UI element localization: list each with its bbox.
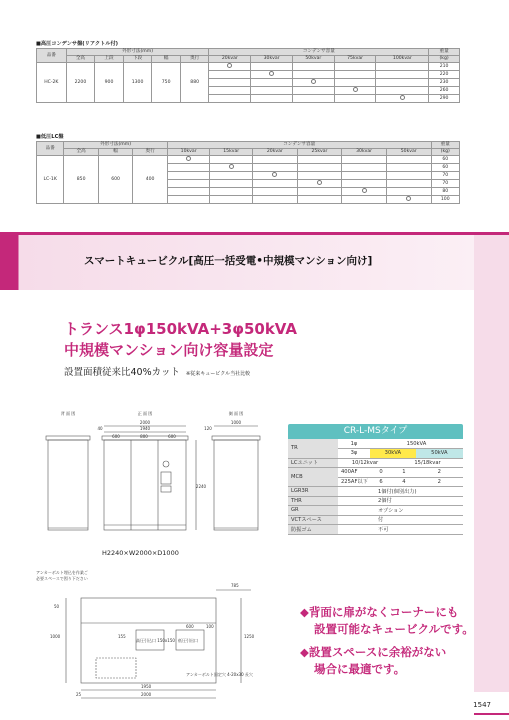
lv-weight: 60 xyxy=(431,156,459,164)
spec-panel xyxy=(288,424,463,535)
dim-600b: 600 xyxy=(168,434,176,439)
subline xyxy=(64,364,250,378)
lv-weight: 70 xyxy=(431,180,459,188)
selected-circle-icon xyxy=(227,63,232,68)
spec-value: 2個付 xyxy=(338,496,463,506)
view-label-side: 側 面 図 xyxy=(228,411,244,416)
selected-circle-icon xyxy=(186,156,191,161)
page-number-rule xyxy=(474,713,509,715)
hv-cap-col: 100kvar xyxy=(376,56,429,63)
spec-value: 150kVA xyxy=(370,439,463,449)
selected-circle-icon xyxy=(269,71,274,76)
spec-value-50kva: 50kVA xyxy=(416,449,463,459)
hv-dim-value: 900 xyxy=(95,63,124,103)
hv-dim-col: 全高 xyxy=(66,56,95,63)
lv-weight: 70 xyxy=(431,172,459,180)
spec-value: 6 xyxy=(370,477,392,487)
feature-bullets xyxy=(300,604,474,684)
spec-table xyxy=(288,439,463,535)
plan-dim-1950: 1950 xyxy=(141,684,152,689)
selected-circle-icon xyxy=(406,196,411,201)
plan-note-2: 必要スペースで図り下ださい xyxy=(36,576,88,581)
selected-circle-icon xyxy=(353,87,358,92)
hv-cap-col: 50kvar xyxy=(292,56,334,63)
hv-table-title: ■高圧コンデンサ盤(リアクトル付) xyxy=(36,41,119,47)
spec-sub: 400AF xyxy=(338,468,370,478)
spec-value: 不可 xyxy=(338,525,463,535)
hv-cap-header: コンデンサ容量 xyxy=(209,49,429,56)
hv-cap-col: 75kvar xyxy=(334,56,376,63)
dim-1000: 1000 xyxy=(230,420,242,425)
hv-dim-col: 下段 xyxy=(123,56,152,63)
subline-note: ※従来キュービクル当社比較 xyxy=(186,371,251,377)
hv-weight-unit: (kg) xyxy=(429,56,460,63)
plan-label-lv-outlet: 低圧引出口 xyxy=(178,638,198,643)
lv-dim-col: 全高 xyxy=(64,149,98,156)
spec-value: 10/12kvar xyxy=(338,458,392,468)
view-label-back: 背 面 図 xyxy=(60,411,76,416)
spec-label: LGR3R xyxy=(288,487,338,497)
hv-weight-header: 重量 xyxy=(429,49,460,56)
lv-dim-value: 850 xyxy=(64,156,98,204)
plan-dim-600: 600 xyxy=(186,624,194,629)
selected-circle-icon xyxy=(317,180,322,185)
lv-cap-col: 15kvar xyxy=(210,149,253,156)
spec-value: 2 xyxy=(416,468,463,478)
plan-dim-155: 155 xyxy=(118,634,126,639)
spec-label: GR xyxy=(288,506,338,516)
selected-circle-icon xyxy=(362,188,367,193)
dim-40: 40 xyxy=(97,426,103,431)
plan-dim-785: 785 xyxy=(231,583,239,588)
subline-main: 設置面積従来比40%カット xyxy=(64,367,181,378)
lv-spec-table xyxy=(36,141,460,204)
plan-dim-25: 25 xyxy=(76,692,82,697)
hv-dim-value: 880 xyxy=(180,63,209,103)
spec-value-30kva: 30kVA xyxy=(370,449,416,459)
dim-800: 800 xyxy=(140,434,148,439)
spec-label-tr: TR xyxy=(288,439,338,458)
spec-value: 付 xyxy=(338,515,463,525)
hv-weight: 290 xyxy=(429,95,460,103)
dim-600a: 600 xyxy=(112,434,120,439)
hv-weight: 210 xyxy=(429,63,460,71)
lv-cap-col: 30kvar xyxy=(342,149,387,156)
lv-weight-header: 重量 xyxy=(431,142,459,149)
hv-cap-col: 20kvar xyxy=(209,56,251,63)
hv-model-header: 品番 xyxy=(37,49,67,63)
bullet-1-line-2: 設置可能なキュービクルです。 xyxy=(314,622,474,636)
warning-plate xyxy=(161,486,171,492)
spec-value: 1個付(個別出力) xyxy=(338,487,463,497)
spec-label-lc: LCユニット xyxy=(288,458,338,468)
lv-dim-value: 400 xyxy=(133,156,167,204)
lv-model: LC-1K xyxy=(37,156,64,204)
hv-dim-col: 幅 xyxy=(152,56,181,63)
front-view-body xyxy=(104,440,186,530)
lv-weight: 60 xyxy=(431,164,459,172)
spec-value: 0 xyxy=(370,468,392,478)
hv-dim-value: 1300 xyxy=(123,63,152,103)
lv-weight: 100 xyxy=(431,196,459,204)
hv-dims-header: 外形寸法(mm) xyxy=(66,49,209,56)
band-top-rule xyxy=(0,232,474,235)
hv-weight: 220 xyxy=(429,71,460,79)
hv-dim-value: 750 xyxy=(152,63,181,103)
lv-cap-header: コンデンサ容量 xyxy=(167,142,431,149)
lv-table-title: ■低圧LC盤 xyxy=(36,134,64,140)
lv-cap-col: 50kvar xyxy=(386,149,431,156)
lv-cap-col: 25kvar xyxy=(297,149,342,156)
spec-sub: 1φ xyxy=(338,439,370,449)
elevation-drawing xyxy=(36,410,276,550)
meter-panel xyxy=(161,472,171,484)
hv-cap-col: 30kvar xyxy=(251,56,293,63)
spec-label: THR xyxy=(288,496,338,506)
plan-dim-50: 50 xyxy=(54,604,60,609)
plan-dim-2000: 2000 xyxy=(141,692,152,697)
dim-120: 120 xyxy=(204,426,212,431)
side-strip xyxy=(474,232,509,692)
plan-dim-100: 100 xyxy=(206,624,214,629)
headline-line-2: 中規模マンション向け容量設定 xyxy=(64,341,274,359)
hv-weight: 230 xyxy=(429,79,460,87)
dim-2240: 2240 xyxy=(195,484,207,489)
dim-1940: 1940 xyxy=(139,426,151,431)
spec-label: 防振ゴム xyxy=(288,525,338,535)
spec-title: CR-L-MSタイプ xyxy=(288,424,463,439)
bullet-2-line-2: 場合に最適です。 xyxy=(314,662,406,676)
side-view-body xyxy=(214,440,258,530)
selected-circle-icon xyxy=(400,95,405,100)
spec-value: オプション xyxy=(338,506,463,516)
lv-weight: 80 xyxy=(431,188,459,196)
back-view-body xyxy=(48,440,88,530)
lv-dim-value: 600 xyxy=(98,156,132,204)
spec-sub: 3φ xyxy=(338,449,370,459)
indicator-lamp-icon xyxy=(163,461,169,467)
hv-weight: 260 xyxy=(429,87,460,95)
selected-circle-icon xyxy=(311,79,316,84)
hv-dim-col: 上段 xyxy=(95,56,124,63)
dimension-caption: H2240×W2000×D1000 xyxy=(102,549,179,557)
plan-label-hv-inlet: 高圧引込口 150x150 xyxy=(136,638,175,643)
dim-2000: 2000 xyxy=(139,420,151,425)
lv-model-header: 品番 xyxy=(37,142,64,156)
plan-label-anchor: アンカーボルト固定穴 4-20x30 長穴 xyxy=(186,672,253,677)
lv-dims-header: 外形寸法(mm) xyxy=(64,142,167,149)
selected-circle-icon xyxy=(229,164,234,169)
lv-weight-unit: (kg) xyxy=(431,149,459,156)
lv-dim-col: 幅 xyxy=(98,149,132,156)
hv-model: HC-2K xyxy=(37,63,67,103)
plan-dim-1250: 1250 xyxy=(244,634,255,639)
page-number: 1547 xyxy=(473,701,491,709)
spec-value: 2 xyxy=(416,477,463,487)
headline-line-1: トランス1φ150kVA+3φ50kVA xyxy=(64,320,297,338)
side-strip-rule xyxy=(474,232,509,235)
side-view-roof xyxy=(212,436,260,440)
bullet-2-line-1: ◆設置スペースに余裕がない xyxy=(300,645,447,659)
spec-label-mcb: MCB xyxy=(288,468,338,487)
floor-plan-drawing xyxy=(36,568,286,703)
lv-cap-col: 20kvar xyxy=(253,149,298,156)
hv-dim-value: 2200 xyxy=(66,63,95,103)
view-label-front: 正 面 図 xyxy=(137,411,153,416)
back-view-roof xyxy=(46,436,90,440)
band-title: スマートキュービクル[高圧一括受電•中規模マンション向け] xyxy=(84,255,373,267)
spec-label: VCTスペース xyxy=(288,515,338,525)
spec-value: 1 xyxy=(392,468,416,478)
plan-dim-1000: 1000 xyxy=(50,634,61,639)
selected-circle-icon xyxy=(272,172,277,177)
plan-note-1: アンカーボルト埋込を作業ご xyxy=(36,570,88,575)
spec-sub: 225AF以下 xyxy=(338,477,370,487)
lv-dim-col: 奥行 xyxy=(133,149,167,156)
hv-spec-table xyxy=(36,48,460,103)
lv-cap-col: 10kvar xyxy=(167,149,210,156)
spec-value: 15/18kvar xyxy=(392,458,463,468)
anchor-area xyxy=(96,658,136,678)
bullet-1-line-1: ◆背面に扉がなくコーナーにも xyxy=(300,605,459,619)
spec-value: 4 xyxy=(392,477,416,487)
hv-dim-col: 奥行 xyxy=(180,56,209,63)
